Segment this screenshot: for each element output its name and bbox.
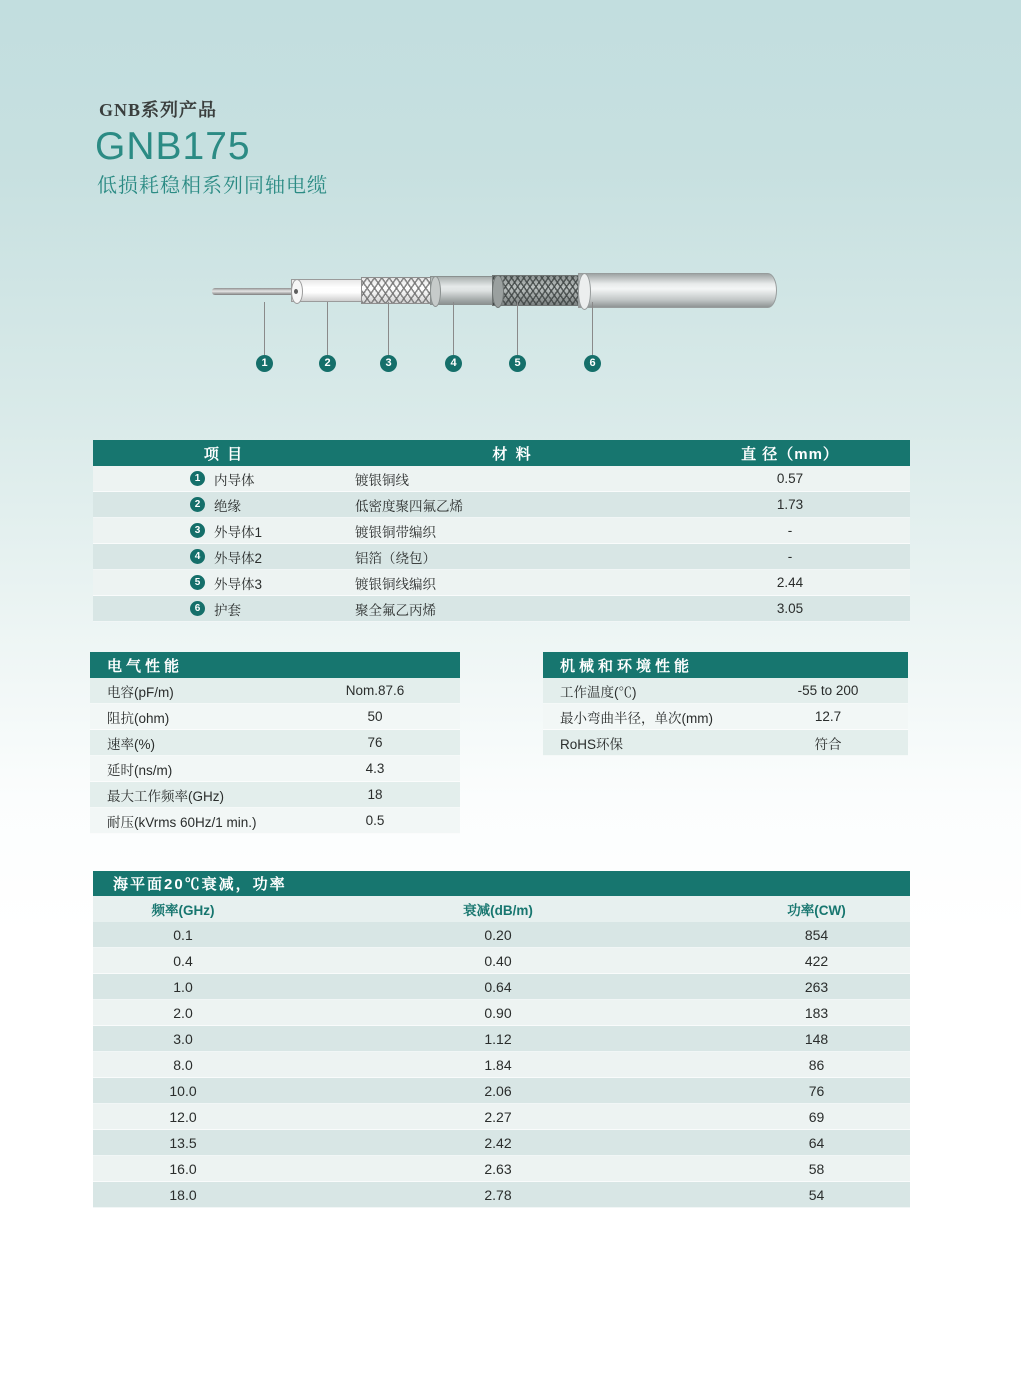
frequency-value: 0.4 [173,952,193,969]
callout-line [517,302,518,355]
attenuation-value: 1.84 [484,1056,512,1073]
table-row [90,782,460,808]
electrical-table-body [90,678,460,834]
column-header-material: 材 料 [492,445,533,463]
cable-outer-conductor-1-braid [361,277,432,304]
table-row [93,492,910,518]
item-material: 镀银铜线编织 [355,576,436,592]
item-number-badge: 1 [190,471,205,486]
callout-number-badge: 3 [380,355,397,372]
item-diameter: 2.44 [776,575,804,590]
attenuation-value: 2.06 [484,1082,512,1099]
table-row [543,678,908,704]
mechanical-table-body [543,678,908,756]
attenuation-value: 0.90 [484,1004,512,1021]
cable-diagram [210,258,810,383]
column-header-diameter: 直 径（mm） [741,445,839,463]
column-header-item: 项 目 [203,445,245,463]
property-value: 符合 [814,736,842,752]
frequency-value: 8.0 [173,1056,193,1073]
item-material: 铝箔（绕包） [355,550,436,566]
item-label: 外导体1 [214,524,263,540]
item-label: 绝缘 [214,498,241,514]
item-diameter: 1.73 [776,497,804,512]
frequency-value: 1.0 [173,978,193,995]
property-label: 工作温度(℃) [560,684,637,700]
table-row [93,1130,910,1156]
column-header-attenuation: 衰减(dB/m) [463,903,533,918]
power-value: 86 [808,1056,825,1073]
table-row [93,922,910,948]
frequency-value: 10.0 [169,1082,197,1099]
cable-inner-conductor [212,288,300,295]
power-value: 76 [808,1082,825,1099]
property-value: 18 [367,787,383,802]
callout-number-badge: 4 [445,355,462,372]
attenuation-column-headers [93,896,910,922]
attenuation-value: 2.78 [484,1186,512,1203]
property-value: 50 [367,709,383,724]
table-row [93,974,910,1000]
electrical-properties-table [90,652,460,834]
materials-table-header [93,440,910,466]
attenuation-value: 2.42 [484,1134,512,1151]
attenuation-value: 2.27 [484,1108,512,1125]
power-value: 54 [808,1186,825,1203]
item-number-badge: 6 [190,601,205,616]
callout-line [388,302,389,355]
table-row [93,1052,910,1078]
item-label: 内导体 [214,472,255,488]
table-row [543,730,908,756]
property-value: Nom.87.6 [345,683,405,698]
table-row [543,704,908,730]
power-value: 854 [804,926,829,943]
item-material: 镀银铜带编织 [355,524,436,540]
attenuation-value: 0.64 [484,978,512,995]
table-row [93,1156,910,1182]
series-label: GNB系列产品 [99,100,218,120]
attenuation-table [93,871,910,1208]
item-diameter: 0.57 [776,471,804,486]
item-cell [93,469,355,489]
frequency-value: 0.1 [173,926,193,943]
property-label: 最小弯曲半径，单次(mm) [560,710,713,726]
item-material: 低密度聚四氟乙烯 [355,498,463,514]
table-row [90,704,460,730]
callout-number-badge: 6 [584,355,601,372]
callout-number-badge: 1 [256,355,273,372]
power-value: 422 [804,952,829,969]
column-header-frequency: 频率(GHz) [151,903,215,918]
table-row [90,678,460,704]
cable-outer-conductor-2-foil [430,276,495,305]
item-number-badge: 2 [190,497,205,512]
table-row [93,466,910,492]
electrical-table-title: 电气性能 [90,652,460,678]
power-value: 69 [808,1108,825,1125]
item-diameter: - [787,523,793,538]
property-value: 76 [367,735,383,750]
cable-outer-conductor-3-braid [492,275,580,306]
property-value: -55 to 200 [797,683,859,698]
callout-line [327,302,328,355]
callout-number-badge: 2 [319,355,336,372]
page-title: GNB175 [95,125,251,168]
cable-insulation [291,279,363,302]
property-value: 0.5 [365,813,385,828]
table-row [93,1104,910,1130]
callout-line [453,302,454,355]
item-label: 护套 [214,602,241,618]
table-row [93,1026,910,1052]
callout-number-badge: 5 [509,355,526,372]
attenuation-value: 1.12 [484,1030,512,1047]
property-value: 12.7 [814,709,842,724]
callout-line [592,302,593,355]
item-label: 外导体3 [214,576,263,592]
item-cell [93,521,355,541]
page-subtitle: 低损耗稳相系列同轴电缆 [97,175,328,197]
property-label: 最大工作频率(GHz) [107,788,224,804]
attenuation-value: 0.20 [484,926,512,943]
frequency-value: 13.5 [169,1134,197,1151]
property-value: 4.3 [365,761,385,776]
mechanical-table-title: 机械和环境性能 [543,652,908,678]
power-value: 148 [804,1030,829,1047]
power-value: 58 [808,1160,825,1177]
item-diameter: - [787,549,793,564]
frequency-value: 12.0 [169,1108,197,1125]
table-row [90,808,460,834]
item-cell [93,495,355,515]
item-material: 聚全氟乙丙烯 [355,602,436,618]
attenuation-table-body [93,922,910,1208]
column-header-power: 功率(CW) [787,903,846,918]
table-row [93,1000,910,1026]
table-row [93,948,910,974]
frequency-value: 16.0 [169,1160,197,1177]
frequency-value: 18.0 [169,1186,197,1203]
table-row [90,730,460,756]
property-label: RoHS环保 [560,736,624,752]
materials-table [93,440,910,622]
item-diameter: 3.05 [776,601,804,616]
frequency-value: 2.0 [173,1004,193,1021]
table-row [93,544,910,570]
table-row [90,756,460,782]
property-label: 速率(%) [107,736,155,752]
materials-table-body [93,466,910,622]
power-value: 183 [804,1004,829,1021]
item-cell [93,599,355,619]
cable-jacket [578,273,777,308]
table-row [93,570,910,596]
property-label: 延时(ns/m) [107,762,173,778]
item-material: 镀银铜线 [355,472,409,488]
attenuation-value: 0.40 [484,952,512,969]
item-number-badge: 4 [190,549,205,564]
attenuation-table-title: 海平面20℃衰减，功率 [93,871,910,896]
frequency-value: 3.0 [173,1030,193,1047]
table-row [93,1078,910,1104]
table-row [93,1182,910,1208]
property-label: 电容(pF/m) [107,684,174,700]
power-value: 263 [804,978,829,995]
power-value: 64 [808,1134,825,1151]
table-row [93,518,910,544]
property-label: 阻抗(ohm) [107,710,170,726]
table-row [93,596,910,622]
item-cell [93,573,355,593]
attenuation-value: 2.63 [484,1160,512,1177]
item-label: 外导体2 [214,550,263,566]
item-number-badge: 3 [190,523,205,538]
callout-line [264,302,265,355]
item-cell [93,547,355,567]
mechanical-properties-table [543,652,908,756]
item-number-badge: 5 [190,575,205,590]
property-label: 耐压(kVrms 60Hz/1 min.) [107,814,257,830]
